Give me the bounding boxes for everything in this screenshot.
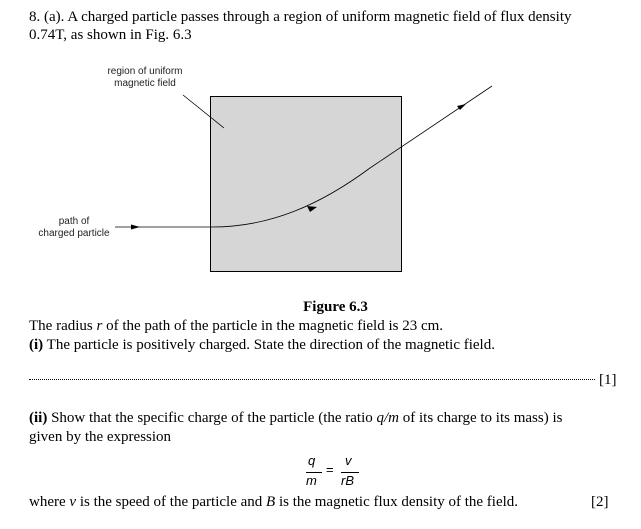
formula-v: v <box>345 453 352 468</box>
magnetic-field-region <box>211 97 402 272</box>
part-i-question: (i) The particle is positively charged. State the direction of the magnetic field. <box>29 337 495 353</box>
path-label-line-1: path of <box>58 216 90 227</box>
where-statement: where v is the speed of the particle and B is the magnetic flux density of the field. <box>29 494 519 510</box>
figure-caption: Figure 6.3 <box>303 299 368 315</box>
part-ii-marks: [2] <box>591 494 609 510</box>
question-line-1: 8. (a). A charged particle passes through a region of uniform magnetic field of flux density <box>29 9 572 25</box>
formula-rB: rB <box>341 473 354 488</box>
field-label-line-2: magnetic field <box>114 78 176 89</box>
specific-charge-formula <box>300 453 360 493</box>
radius-statement: The radius r of the path of the particle in the magnetic field is 23 cm. <box>29 318 444 334</box>
part-ii-question: (ii) Show that the specific charge of the particle (the ratio q/m of its charge to its mass) is <box>29 410 563 426</box>
field-label-line-1: region of uniform <box>107 66 183 77</box>
path-arrowhead-3 <box>457 104 466 110</box>
formula-q: q <box>308 453 316 468</box>
answer-line[interactable] <box>29 375 595 380</box>
path-label-line-2: charged particle <box>38 228 110 239</box>
formula-equals: = <box>326 462 334 477</box>
formula-m: m <box>306 473 317 488</box>
question-line-2: 0.74T, as shown in Fig. 6.3 <box>29 27 192 43</box>
path-arrowhead-1 <box>131 225 140 230</box>
part-ii-question-line-2: given by the expression <box>29 429 172 445</box>
part-i-marks: [1] <box>599 372 617 388</box>
